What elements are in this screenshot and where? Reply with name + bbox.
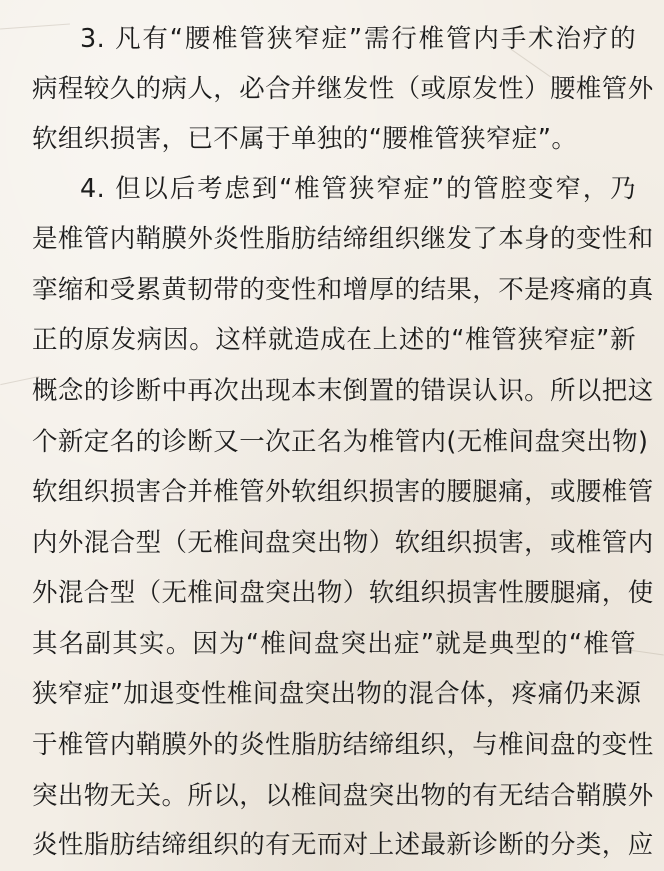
text-line: 病程较久的病人，必合并继发性（或原发性）腰椎管外 [32,74,654,104]
text-line: 挛缩和受累黄韧带的变性和增厚的结果，不是疼痛的真 [32,275,654,305]
text-line: 狭窄症”加退变性椎间盘突出物的混合体，疼痛仍来源 [32,679,642,709]
text-line: 软组织损害合并椎管外软组织损害的腰腿痛，或腰椎管 [32,477,654,507]
text-line: 突出物无关。所以，以椎间盘突出物的有无结合鞘膜外 [32,781,654,811]
text-line: 其名副其实。因为“椎间盘突出症”就是典型的“椎管 [32,629,636,659]
text-line: 炎性脂肪结缔组织的有无而对上述最新诊断的分类，应 [32,830,654,860]
text-line: 4. 但以后考虑到“椎管狭窄症”的管腔变窄，乃 [80,174,636,204]
text-line: 内外混合型（无椎间盘突出物）软组织损害，或椎管内 [32,528,654,558]
text-line: 于椎管内鞘膜外的炎性脂肪结缔组织，与椎间盘的变性 [32,730,654,760]
text-line: 软组织损害，已不属于单独的“腰椎管狭窄症”。 [32,124,578,154]
text-line: 个新定名的诊断又一次正名为椎管内(无椎间盘突出物) [32,427,649,457]
text-line: 概念的诊断中再次出现本末倒置的错误认识。所以把这 [32,376,654,406]
text-line: 外混合型（无椎间盘突出物）软组织损害性腰腿痛，使 [32,578,654,608]
text-line: 正的原发病因。这样就造成在上述的“椎管狭窄症”新 [32,325,636,355]
text-line: 3. 凡有“腰椎管狭窄症”需行椎管内手术治疗的 [80,24,636,54]
text-line: 是椎管内鞘膜外炎性脂肪结缔组织继发了本身的变性和 [32,224,654,254]
